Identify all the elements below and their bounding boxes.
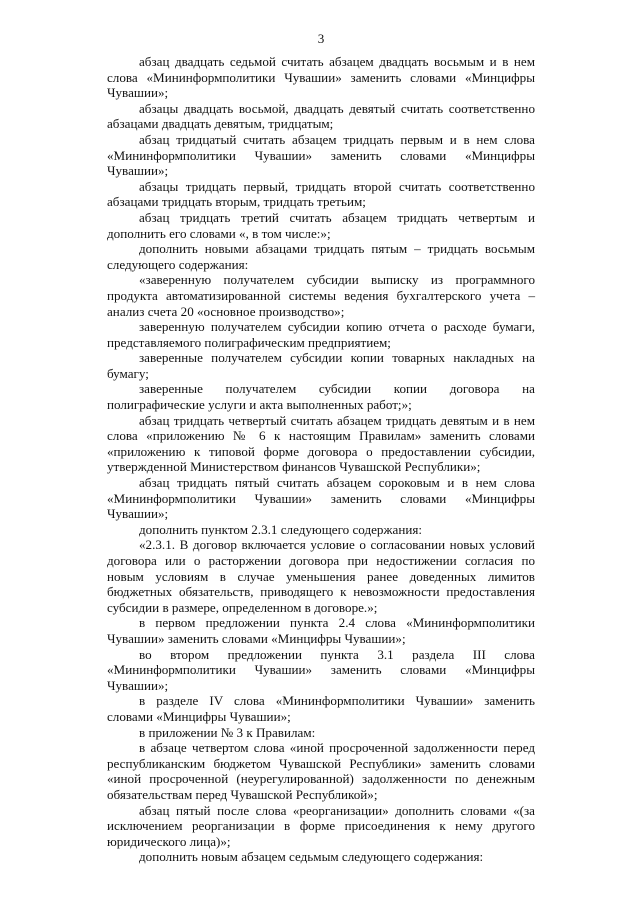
paragraph: абзац тридцать третий считать абзацем тридцать четвертым и дополнить его словами «, в том числе:»;	[107, 209, 535, 241]
page-number: 3	[317, 31, 325, 46]
paragraph: заверенные получателем субсидии копии договора на полиграфические услуги и акта выполненных работ;»;	[107, 381, 535, 413]
paragraph: дополнить пунктом 2.3.1 следующего содержания:	[139, 521, 422, 537]
paragraph: «2.3.1. В договор включается условие о согласовании новых условий договора или о расторжении договора при недостижении согласия по новым условиям в случае уменьшения ранее доведенных лимитов бюджетных обязательств, приводящего к невозможности предоставления субсидии в размере, определенном в договоре.»;	[107, 537, 535, 615]
paragraph: в разделе IV слова «Мининформполитики Чувашии» заменить словами «Минцифры Чувашии»;	[107, 693, 535, 724]
paragraph: абзац пятый после слова «реорганизации» дополнить словами «(за исключением реорганизации в форме присоединения к нему другого юридического лица)»;	[107, 802, 535, 849]
paragraph: дополнить новыми абзацами тридцать пятым – тридцать восьмым следующего содержания:	[107, 241, 535, 272]
paragraph: в первом предложении пункта 2.4 слова «Мининформполитики Чувашии» заменить словами «Минцифры Чувашии»;	[107, 615, 535, 646]
paragraph: абзацы двадцать восьмой, двадцать девятый считать соответственно абзацами двадцать девятым, тридцатым;	[107, 100, 535, 132]
paragraph: во втором предложении пункта 3.1 раздела III слова «Мининформполитики Чувашии» заменить словами «Минцифры Чувашии»;	[107, 646, 535, 693]
paragraph: в абзаце четвертом слова «иной просроченной задолженности перед республиканским бюджетом Чувашской Республики» заменить словами «иной просроченной (неурегулированной) задолженности по денежным обязательствам перед Чувашской Республикой»;	[107, 740, 535, 802]
paragraph: в приложении № 3 к Правилам:	[139, 724, 316, 740]
paragraph: абзац тридцать пятый считать абзацем сороковым и в нем слова «Мининформполитики Чувашии» заменить словами «Минцифры Чувашии»;	[107, 475, 535, 522]
paragraph: абзац тридцатый считать абзацем тридцать первым и в нем слова «Мининформполитики Чувашии» заменить словами «Минцифры Чувашии»;	[107, 131, 535, 179]
paragraph: абзацы тридцать первый, тридцать второй считать соответственно абзацами тридцать вторым, тридцать третьим;	[107, 178, 535, 210]
paragraph: заверенные получателем субсидии копии товарных накладных на бумагу;	[107, 350, 535, 381]
paragraph: «заверенную получателем субсидии выписку из программного продукта автоматизированной системы ведения бухгалтерского учета – анализ счета 20 «основное производство»;	[107, 272, 535, 319]
paragraph: дополнить новым абзацем седьмым следующего содержания:	[139, 849, 484, 865]
paragraph: заверенную получателем субсидии копию отчета о расходе бумаги, представляемого полиграфическим предприятием;	[107, 319, 535, 350]
paragraph: абзац тридцать четвертый считать абзацем тридцать девятым и в нем слова «приложению № 6 к настоящим Правилам» заменить словами «приложению к типовой форме договора о предоставлении субсидии, утвержденной Министерством финансов Чувашской Республики»;	[107, 412, 535, 475]
paragraph: абзац двадцать седьмой считать абзацем двадцать восьмым и в нем слова «Мининформполитики Чувашии» заменить словами «Минцифры Чувашии»;	[107, 54, 535, 101]
document-page	[107, 30, 535, 865]
